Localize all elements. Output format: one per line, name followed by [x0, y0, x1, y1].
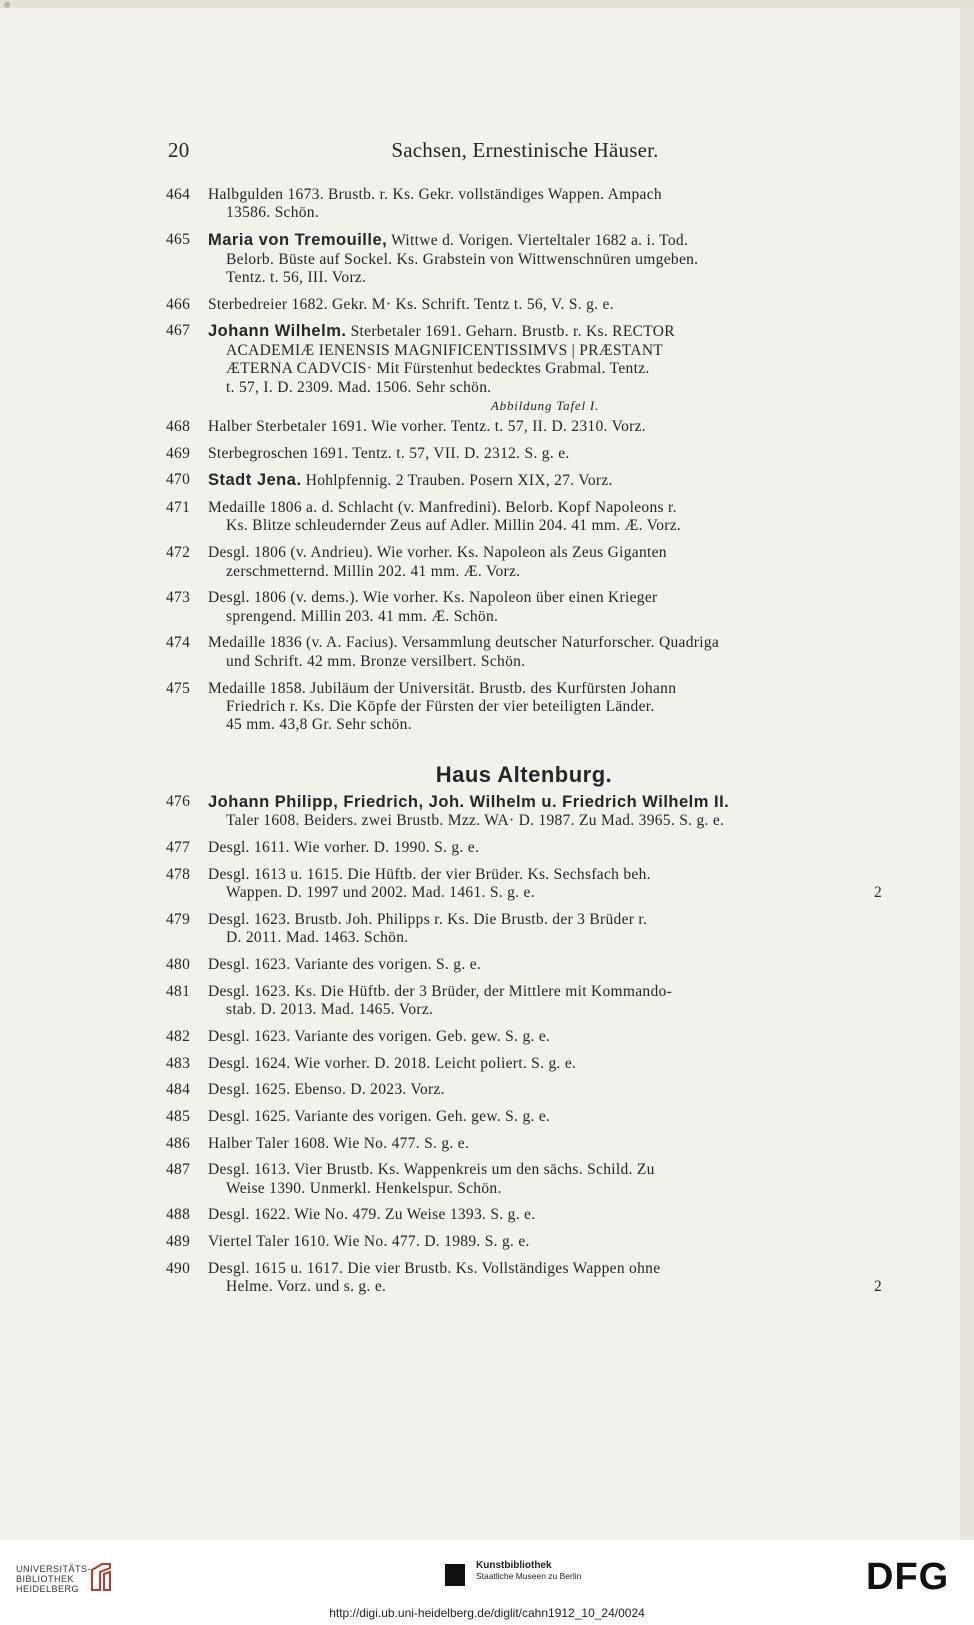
entry-line	[208, 698, 882, 716]
entry-line-text: Medaille 1858. Jubiläum der Universität. Brustb. des Kurfürsten Johann	[208, 679, 677, 697]
entry-heading: Johann Philipp, Friedrich, Joh. Wilhelm u. Friedrich Wilhelm II.	[208, 793, 730, 811]
entry-number: 470	[166, 471, 191, 489]
entry-text	[208, 1135, 882, 1153]
catalogue-entry	[166, 186, 882, 223]
entry-line	[208, 517, 882, 535]
entry-line-text: Sterbegroschen 1691. Tentz. t. 57, VII. D. 2312. S. g. e.	[208, 444, 570, 462]
catalogue-entry	[166, 322, 882, 397]
scan-edge-top	[0, 0, 974, 8]
catalogue-entries-altenburg	[166, 793, 882, 1305]
entry-number: 473	[166, 589, 191, 607]
entry-heading: Johann Wilhelm.	[208, 322, 347, 341]
catalogue-entries-sachsen	[166, 186, 882, 743]
entry-text	[208, 983, 882, 1020]
entry-line	[208, 1055, 882, 1073]
entry-line-text: Desgl. 1615 u. 1617. Die vier Brustb. Ks. Vollständiges Wappen ohne	[208, 1259, 661, 1277]
entry-number: 482	[166, 1027, 191, 1045]
entry-line-text: Desgl. 1623. Brustb. Joh. Philipps r. Ks. Die Brustb. der 3 Brüder r.	[208, 910, 648, 928]
entry-text	[208, 589, 882, 626]
entry-text	[208, 499, 882, 536]
entry-line	[208, 589, 882, 607]
ub-heidelberg-logo[interactable]: UNIVERSITÄTS- BIBLIOTHEK HEIDELBERG	[16, 1564, 92, 1594]
section-title: Haus Altenburg.	[435, 762, 613, 787]
page-number: 20	[168, 138, 190, 162]
catalogue-entry	[166, 589, 882, 626]
scan-speck	[4, 2, 10, 8]
entry-number: 467	[166, 322, 191, 340]
entry-line	[208, 563, 882, 581]
entry-line-text: Helme. Vorz. und s. g. e.	[226, 1278, 387, 1296]
entry-line	[208, 608, 882, 626]
entry-line-text: Desgl. 1611. Wie vorher. D. 1990. S. g. e.	[208, 839, 480, 857]
entry-number: 469	[166, 444, 191, 462]
entry-text	[208, 1206, 882, 1224]
entry-line-text: Sterbetaler 1691. Geharn. Brustb. r. Ks. RECTOR	[350, 323, 675, 341]
catalogue-entry	[166, 231, 882, 287]
entry-line	[208, 929, 882, 947]
entry-line-text: Medaille 1836 (v. A. Facius). Versammlung deutscher Naturforscher. Quadriga	[208, 634, 720, 652]
catalogue-entry	[166, 418, 882, 436]
entry-line-text: ÆTERNA CADVCIS· Mit Fürstenhut bedecktes Grabmal. Tentz.	[226, 360, 650, 378]
entry-number: 478	[166, 865, 191, 883]
entry-number: 484	[166, 1081, 191, 1099]
entry-number: 480	[166, 956, 191, 974]
entry-line	[208, 251, 882, 269]
entry-line-text: Belorb. Büste auf Sockel. Ks. Grabstein von Wittwenschnüren umgeben.	[226, 250, 699, 268]
entry-line-text: Desgl. 1613 u. 1615. Die Hüftb. der vier Brüder. Ks. Sechsfach beh.	[208, 865, 651, 883]
entry-line	[208, 866, 882, 884]
entry-number: 471	[166, 499, 191, 517]
entry-number: 468	[166, 417, 191, 435]
catalogue-entry	[166, 680, 882, 735]
entry-number: 477	[166, 839, 191, 857]
entry-number: 466	[166, 295, 191, 313]
entry-number: 476	[166, 793, 191, 810]
entry-line	[208, 418, 882, 436]
plate-reference-caption: Abbildung Tafel I.	[490, 397, 600, 413]
entry-line	[208, 812, 882, 830]
entry-line	[208, 911, 882, 929]
entry-line	[208, 1161, 882, 1179]
entry-line-text: Tentz. t. 56, III. Vorz.	[226, 268, 367, 286]
catalogue-entry	[166, 471, 882, 490]
entry-line-text: Medaille 1806 a. d. Schlacht (v. Manfredini). Belorb. Kopf Napoleons r.	[208, 499, 677, 517]
entry-text	[208, 471, 882, 490]
entry-line-text: Desgl. 1625. Ebenso. D. 2023. Vorz.	[208, 1081, 445, 1099]
entry-line-text: zerschmetternd. Millin 202. 41 mm. Æ. Vorz.	[226, 562, 521, 580]
entry-line	[208, 884, 882, 902]
catalogue-entry	[166, 1161, 882, 1198]
entry-line	[208, 269, 882, 287]
entry-number: 487	[166, 1161, 191, 1179]
entry-line	[208, 653, 882, 671]
entry-number: 485	[166, 1107, 191, 1125]
entry-line	[208, 1081, 882, 1099]
entry-line-text: 45 mm. 43,8 Gr. Sehr schön.	[226, 716, 412, 734]
entry-number: 465	[166, 231, 191, 249]
entry-text	[208, 1260, 882, 1297]
entry-text	[208, 839, 882, 857]
entry-number: 488	[166, 1206, 191, 1224]
catalogue-entry	[166, 911, 882, 948]
entry-line	[208, 716, 882, 734]
entry-line	[208, 1028, 882, 1046]
catalogue-entry	[166, 1081, 882, 1099]
entry-line-text: Halber Taler 1608. Wie No. 477. S. g. e.	[208, 1134, 470, 1152]
catalogue-entry	[166, 1055, 882, 1073]
entry-line-text: Weise 1390. Unmerkl. Henkelspur. Schön.	[226, 1179, 502, 1197]
entry-line-text: D. 2011. Mad. 1463. Schön.	[226, 929, 409, 947]
entry-line	[208, 186, 882, 204]
catalogue-entry	[166, 1260, 882, 1297]
entry-line	[208, 379, 882, 397]
catalogue-entry	[166, 839, 882, 857]
catalogue-entry	[166, 983, 882, 1020]
entry-line	[208, 445, 882, 463]
entry-line	[208, 1233, 882, 1251]
entry-text	[208, 956, 882, 974]
entry-line	[208, 499, 882, 517]
entry-text	[208, 1161, 882, 1198]
entry-text	[208, 866, 882, 903]
permalink-url[interactable]: http://digi.ub.uni-heidelberg.de/diglit/cahn1912_10_24/0024	[329, 1606, 645, 1620]
entry-line-text: und Schrift. 42 mm. Bronze versilbert. Schön.	[226, 652, 526, 670]
entry-line-text: Desgl. 1806 (v. Andrieu). Wie vorher. Ks. Napoleon als Zeus Giganten	[208, 544, 667, 562]
ub-heidelberg-mark-icon	[88, 1560, 114, 1594]
entry-line-text: Ks. Blitze schleudernder Zeus auf Adler. Millin 204. 41 mm. Æ. Vorz.	[226, 517, 682, 535]
entry-line-text: Viertel Taler 1610. Wie No. 477. D. 1989. S. g. e.	[208, 1233, 530, 1251]
entry-line-text: Friedrich r. Ks. Die Köpfe der Fürsten der vier beteiligten Länder.	[226, 697, 655, 715]
entry-text	[208, 418, 882, 436]
entry-line	[208, 544, 882, 562]
catalogue-entry	[166, 1206, 882, 1224]
catalogue-entry	[166, 445, 882, 463]
entry-line-text: 13586. Schön.	[226, 204, 320, 222]
entry-line-text: Sterbedreier 1682. Gekr. M· Ks. Schrift. Tentz t. 56, V. S. g. e.	[208, 295, 614, 313]
entry-line	[208, 1108, 882, 1126]
scan-edge-right	[960, 0, 974, 1540]
catalogue-entry	[166, 956, 882, 974]
entry-number: 489	[166, 1233, 191, 1251]
entry-number: 475	[166, 679, 191, 697]
entry-text	[208, 1108, 882, 1126]
catalogue-entry	[166, 1233, 882, 1251]
entry-line-text: Desgl. 1622. Wie No. 479. Zu Weise 1393. S. g. e.	[208, 1206, 536, 1224]
entry-text	[208, 322, 882, 397]
entry-heading: Stadt Jena.	[208, 471, 302, 490]
entry-line-text: Halber Sterbetaler 1691. Wie vorher. Tentz. t. 57, II. D. 2310. Vorz.	[208, 417, 646, 435]
entry-line	[208, 204, 882, 222]
entry-text	[208, 793, 882, 831]
entry-number: 479	[166, 910, 191, 928]
entry-line	[208, 793, 882, 812]
entry-line	[208, 1278, 882, 1296]
entry-line-text: Hohlpfennig. 2 Trauben. Posern XIX, 27. Vorz.	[305, 472, 613, 490]
catalogue-entry	[166, 866, 882, 903]
entry-line	[208, 471, 882, 490]
entry-number: 472	[166, 544, 191, 562]
entry-line	[208, 231, 882, 250]
entry-line	[208, 342, 882, 360]
entry-text	[208, 1081, 882, 1099]
entry-line-text: Wappen. D. 1997 und 2002. Mad. 1461. S. g. e.	[226, 884, 535, 902]
entry-text	[208, 445, 882, 463]
catalogue-entry	[166, 1028, 882, 1046]
catalogue-entry	[166, 296, 882, 314]
entry-line-text: Desgl. 1623. Ks. Die Hüftb. der 3 Brüder, der Mittlere mit Kommando-	[208, 982, 673, 1000]
page-title: Sachsen, Ernestinische Häuser.	[391, 138, 659, 162]
entry-text	[208, 544, 882, 581]
entry-line-text: Desgl. 1623. Variante des vorigen. S. g. e.	[208, 956, 482, 974]
entry-text	[208, 634, 882, 671]
entry-number: 474	[166, 634, 191, 652]
entry-number: 483	[166, 1054, 191, 1072]
entry-line	[208, 839, 882, 857]
entry-line-text: Taler 1608. Beiders. zwei Brustb. Mzz. WA· D. 1987. Zu Mad. 3965. S. g. e.	[226, 812, 725, 830]
entry-line	[208, 956, 882, 974]
catalogue-entry	[166, 499, 882, 536]
catalogue-entry	[166, 1135, 882, 1153]
entry-line	[208, 634, 882, 652]
entry-text	[208, 1055, 882, 1073]
entry-line	[208, 296, 882, 314]
entry-line-text: Desgl. 1806 (v. dems.). Wie vorher. Ks. Napoleon über einen Krieger	[208, 589, 658, 607]
entry-number: 464	[166, 186, 191, 203]
catalogue-entry	[166, 544, 882, 581]
entry-text	[208, 911, 882, 948]
running-header	[168, 138, 858, 163]
entry-line-text: stab. D. 2013. Mad. 1465. Vorz.	[226, 1001, 434, 1019]
entry-number: 486	[166, 1134, 191, 1152]
entry-line-text: Desgl. 1613. Vier Brustb. Ks. Wappenkreis um den sächs. Schild. Zu	[208, 1161, 655, 1179]
entry-quantity: 2	[873, 884, 882, 902]
entry-heading: Maria von Tremouille,	[208, 231, 388, 250]
catalogue-entry	[166, 793, 882, 831]
entry-line-text: sprengend. Millin 203. 41 mm. Æ. Schön.	[226, 607, 499, 625]
entry-line-text: Wittwe d. Vorigen. Vierteltaler 1682 a. i. Tod.	[391, 232, 689, 250]
entry-line-text: Halbgulden 1673. Brustb. r. Ks. Gekr. vollständiges Wappen. Ampach	[208, 186, 662, 203]
entry-text	[208, 1028, 882, 1046]
entry-line	[208, 1180, 882, 1198]
entry-quantity: 2	[873, 1278, 882, 1296]
entry-number: 490	[166, 1259, 191, 1277]
entry-line	[208, 1001, 882, 1019]
entry-line-text: Desgl. 1624. Wie vorher. D. 2018. Leicht poliert. S. g. e.	[208, 1054, 577, 1072]
entry-text	[208, 186, 882, 223]
entry-line-text: Desgl. 1625. Variante des vorigen. Geh. gew. S. g. e.	[208, 1107, 551, 1125]
kunstbibliothek-mark-icon	[445, 1564, 465, 1586]
kunstbibliothek-logo[interactable]: Kunstbibliothek Staatliche Museen zu Berlin	[476, 1560, 582, 1581]
entry-line	[208, 322, 882, 341]
entry-line	[208, 1260, 882, 1278]
catalogue-entry	[166, 634, 882, 671]
entry-text	[208, 680, 882, 735]
entry-number: 481	[166, 982, 191, 1000]
entry-text	[208, 1233, 882, 1251]
dfg-logo[interactable]: DFG	[866, 1556, 950, 1598]
entry-line	[208, 360, 882, 378]
entry-line-text: ACADEMIÆ IENENSIS MAGNIFICENTISSIMVS | PRÆSTANT	[226, 341, 664, 359]
entry-line	[208, 983, 882, 1001]
entry-line-text: Desgl. 1623. Variante des vorigen. Geb. gew. S. g. e.	[208, 1027, 551, 1045]
catalogue-entry	[166, 1108, 882, 1126]
entry-line-text: t. 57, I. D. 2309. Mad. 1506. Sehr schön.	[226, 378, 492, 396]
entry-line	[208, 680, 882, 698]
entry-line	[208, 1206, 882, 1224]
entry-text	[208, 231, 882, 287]
entry-line	[208, 1135, 882, 1153]
entry-text	[208, 296, 882, 314]
